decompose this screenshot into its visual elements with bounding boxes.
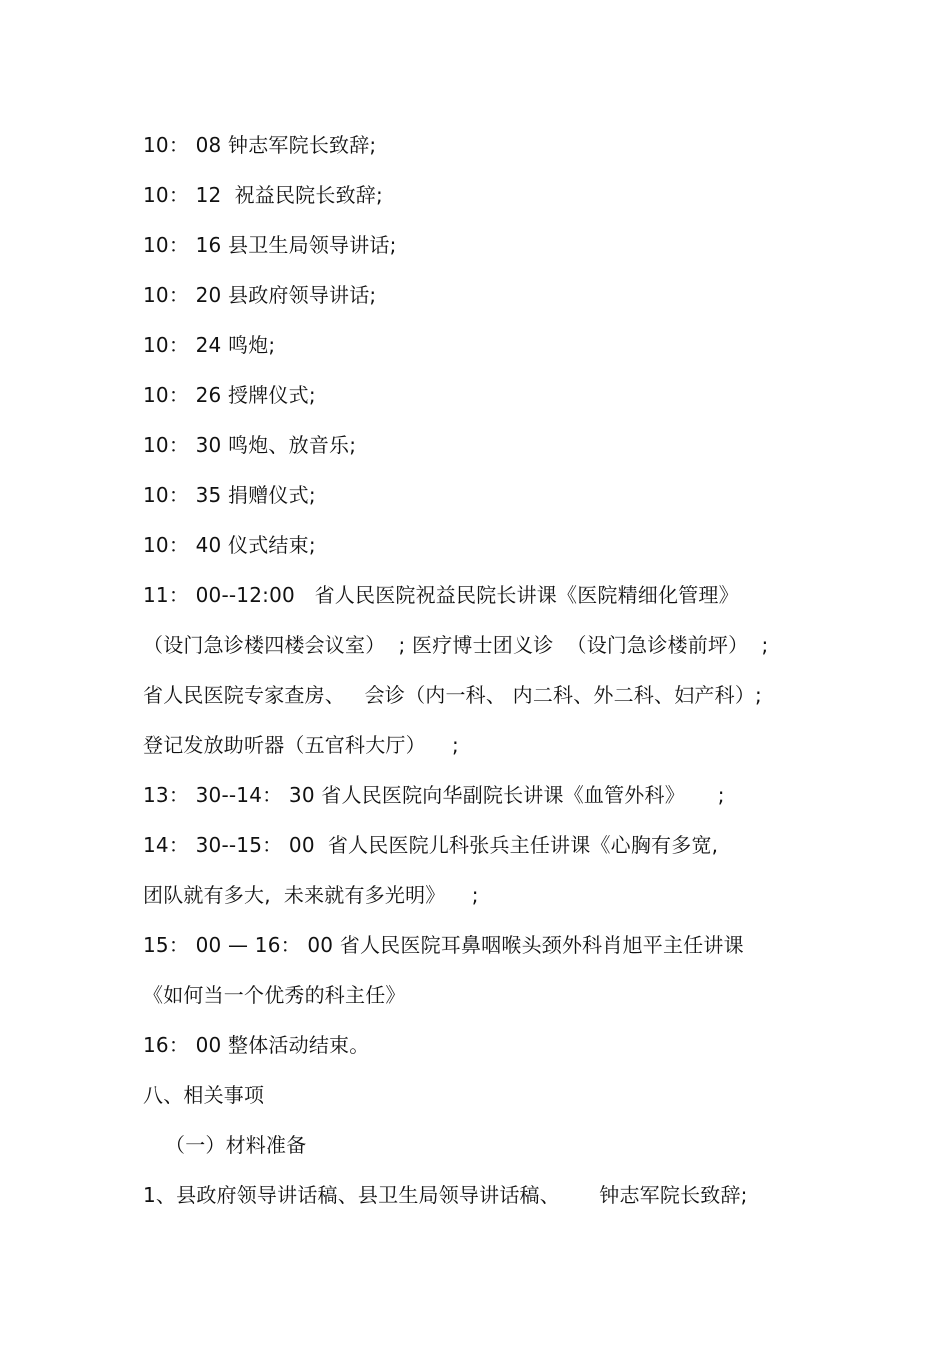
section-heading: 八、相关事项 [143,1083,265,1107]
schedule-line: 10： 30 鸣炮、放音乐; [143,433,357,457]
schedule-line: 登记发放助听器（五官科大厅） ; [143,733,459,757]
schedule-line: 15： 00 — 16： 00 省人民医院耳鼻咽喉头颈外科肖旭平主任讲课 [143,933,744,957]
schedule-line: 10： 40 仪式结束; [143,533,316,557]
schedule-line: 10： 16 县卫生局领导讲话; [143,233,397,257]
schedule-line: 10： 35 捐赠仪式; [143,483,316,507]
list-item: 1、县政府领导讲话稿、县卫生局领导讲话稿、 钟志军院长致辞; [143,1183,748,1207]
schedule-line: 10： 08 钟志军院长致辞; [143,133,377,157]
schedule-line: 14： 30--15： 00 省人民医院儿科张兵主任讲课《心胸有多宽, [143,833,719,857]
schedule-line: 10： 26 授牌仪式; [143,383,316,407]
schedule-line: 10： 20 县政府领导讲话; [143,283,377,307]
schedule-line: 13： 30--14： 30 省人民医院向华副院长讲课《血管外科》 ; [143,783,725,807]
schedule-line: （设门急诊楼四楼会议室） ; 医疗博士团义诊 （设门急诊楼前坪） ; [143,633,769,657]
schedule-line: 11： 00--12:00 省人民医院祝益民院长讲课《医院精细化管理》 [143,583,739,607]
schedule-line: 16： 00 整体活动结束。 [143,1033,370,1057]
schedule-line: 10： 24 鸣炮; [143,333,276,357]
subsection-heading: （一）材料准备 [165,1133,307,1157]
schedule-line: 10： 12 祝益民院长致辞; [143,183,383,207]
schedule-line: 团队就有多大, 未来就有多光明》 ; [143,883,479,907]
schedule-line: 省人民医院专家查房、 会诊（内一科、 内二科、外二科、妇产科）; [143,683,762,707]
schedule-line: 《如何当一个优秀的科主任》 [143,983,406,1007]
